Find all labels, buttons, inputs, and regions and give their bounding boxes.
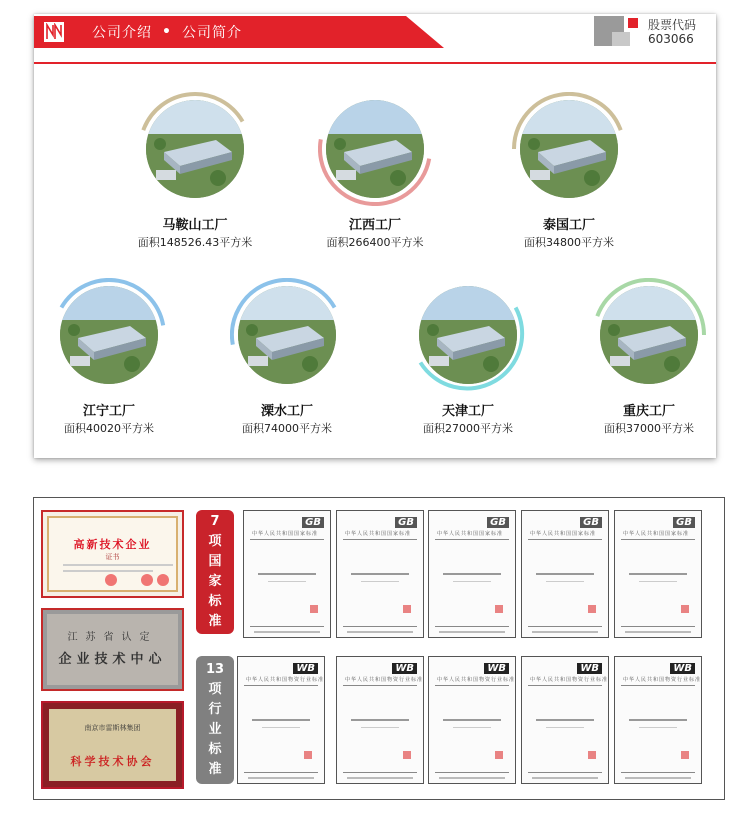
standard-header: 中华人民共和国物资行业标准 (246, 677, 325, 683)
stock-code: 603066 (648, 32, 694, 46)
stock-light-block (612, 32, 630, 46)
factory-photo (146, 100, 244, 198)
factory-photo (419, 286, 517, 384)
factory-name: 江西工厂 (348, 218, 401, 233)
factory-ring (52, 278, 166, 392)
factory-ring (318, 92, 432, 206)
industry-standards-count: 13 (205, 662, 225, 677)
factory-name: 马鞍山工厂 (162, 218, 228, 233)
breadcrumb (92, 22, 242, 42)
standard-header: 中华人民共和国国家标准 (530, 531, 597, 537)
industry-standard-doc (428, 656, 516, 784)
standard-header: 中华人民共和国物资行业标准 (530, 677, 609, 683)
factory-ring (411, 278, 525, 392)
factory-ring (138, 92, 252, 206)
standard-header: 中华人民共和国国家标准 (345, 531, 412, 537)
factory-name: 泰国工厂 (542, 218, 595, 233)
stock-label: 股票代码 (648, 18, 697, 32)
factory-photo (60, 286, 158, 384)
national-standard-doc (243, 510, 331, 638)
banner-divider (34, 62, 716, 64)
standard-badge: GB (673, 517, 695, 528)
high-tech-enterprise-certificate: 高新技术企业 证书 (41, 510, 184, 598)
breadcrumb-subsection: 公司简介 (181, 25, 242, 41)
stock-red-square (628, 18, 638, 28)
factory-name: 重庆工厂 (622, 404, 675, 419)
standard-badge: GB (302, 517, 324, 528)
section-banner (34, 14, 716, 64)
factory-card (120, 92, 270, 252)
factory-area: 面积266400平方米 (326, 236, 424, 249)
standard-badge: WB (670, 663, 695, 674)
factory-card (393, 278, 543, 438)
standard-badge: WB (484, 663, 509, 674)
national-standards-label: 7 项 国 家 标 准 (196, 510, 234, 634)
industry-standard-doc (614, 656, 702, 784)
science-tech-association-plaque: 南京市雷斯林集团 科学技术协会 (41, 701, 184, 789)
standard-header: 中华人民共和国国家标准 (437, 531, 504, 537)
standard-badge: WB (577, 663, 602, 674)
factory-card (212, 278, 362, 438)
national-standard-doc (428, 510, 516, 638)
factory-area: 面积40020平方米 (64, 422, 154, 435)
factory-area: 面积27000平方米 (423, 422, 513, 435)
industry-standards-label: 13 项 行 业 标 准 (196, 656, 234, 784)
enterprise-tech-center-plaque: 江苏省认定 企业技术中心 (41, 608, 184, 691)
factory-ring (512, 92, 626, 206)
factory-name: 天津工厂 (441, 404, 494, 419)
national-standard-doc (336, 510, 424, 638)
factory-photo (520, 100, 618, 198)
company-logo-icon (42, 20, 66, 44)
breadcrumb-separator: • (162, 24, 172, 40)
certificates-panel (33, 497, 725, 800)
industry-standard-doc (336, 656, 424, 784)
factory-area: 面积34800平方米 (524, 236, 614, 249)
factory-ring (592, 278, 706, 392)
standard-header: 中华人民共和国物资行业标准 (437, 677, 516, 683)
stock-info (594, 16, 714, 50)
breadcrumb-section: 公司介绍 (92, 25, 152, 41)
standard-badge: GB (580, 517, 602, 528)
standard-header: 中华人民共和国物资行业标准 (623, 677, 702, 683)
factory-card (34, 278, 184, 438)
factory-photo (238, 286, 336, 384)
factory-name: 江宁工厂 (82, 404, 135, 419)
factory-photo (600, 286, 698, 384)
standard-badge: GB (395, 517, 417, 528)
factory-area: 面积148526.43平方米 (137, 236, 253, 249)
factory-card (300, 92, 450, 252)
factory-card (494, 92, 644, 252)
standard-header: 中华人民共和国国家标准 (252, 531, 319, 537)
factory-name: 溧水工厂 (260, 404, 313, 419)
industry-standard-doc (521, 656, 609, 784)
industry-standard-doc (237, 656, 325, 784)
factory-ring (230, 278, 344, 392)
factory-card (574, 278, 724, 438)
factory-area: 面积37000平方米 (604, 422, 694, 435)
standard-badge: WB (392, 663, 417, 674)
national-standard-doc (614, 510, 702, 638)
national-standards-count: 7 (210, 514, 220, 529)
standard-header: 中华人民共和国国家标准 (623, 531, 690, 537)
standard-badge: WB (293, 663, 318, 674)
standard-badge: GB (487, 517, 509, 528)
national-standard-doc (521, 510, 609, 638)
standard-header: 中华人民共和国物资行业标准 (345, 677, 424, 683)
factory-photo (326, 100, 424, 198)
factory-area: 面积74000平方米 (242, 422, 332, 435)
